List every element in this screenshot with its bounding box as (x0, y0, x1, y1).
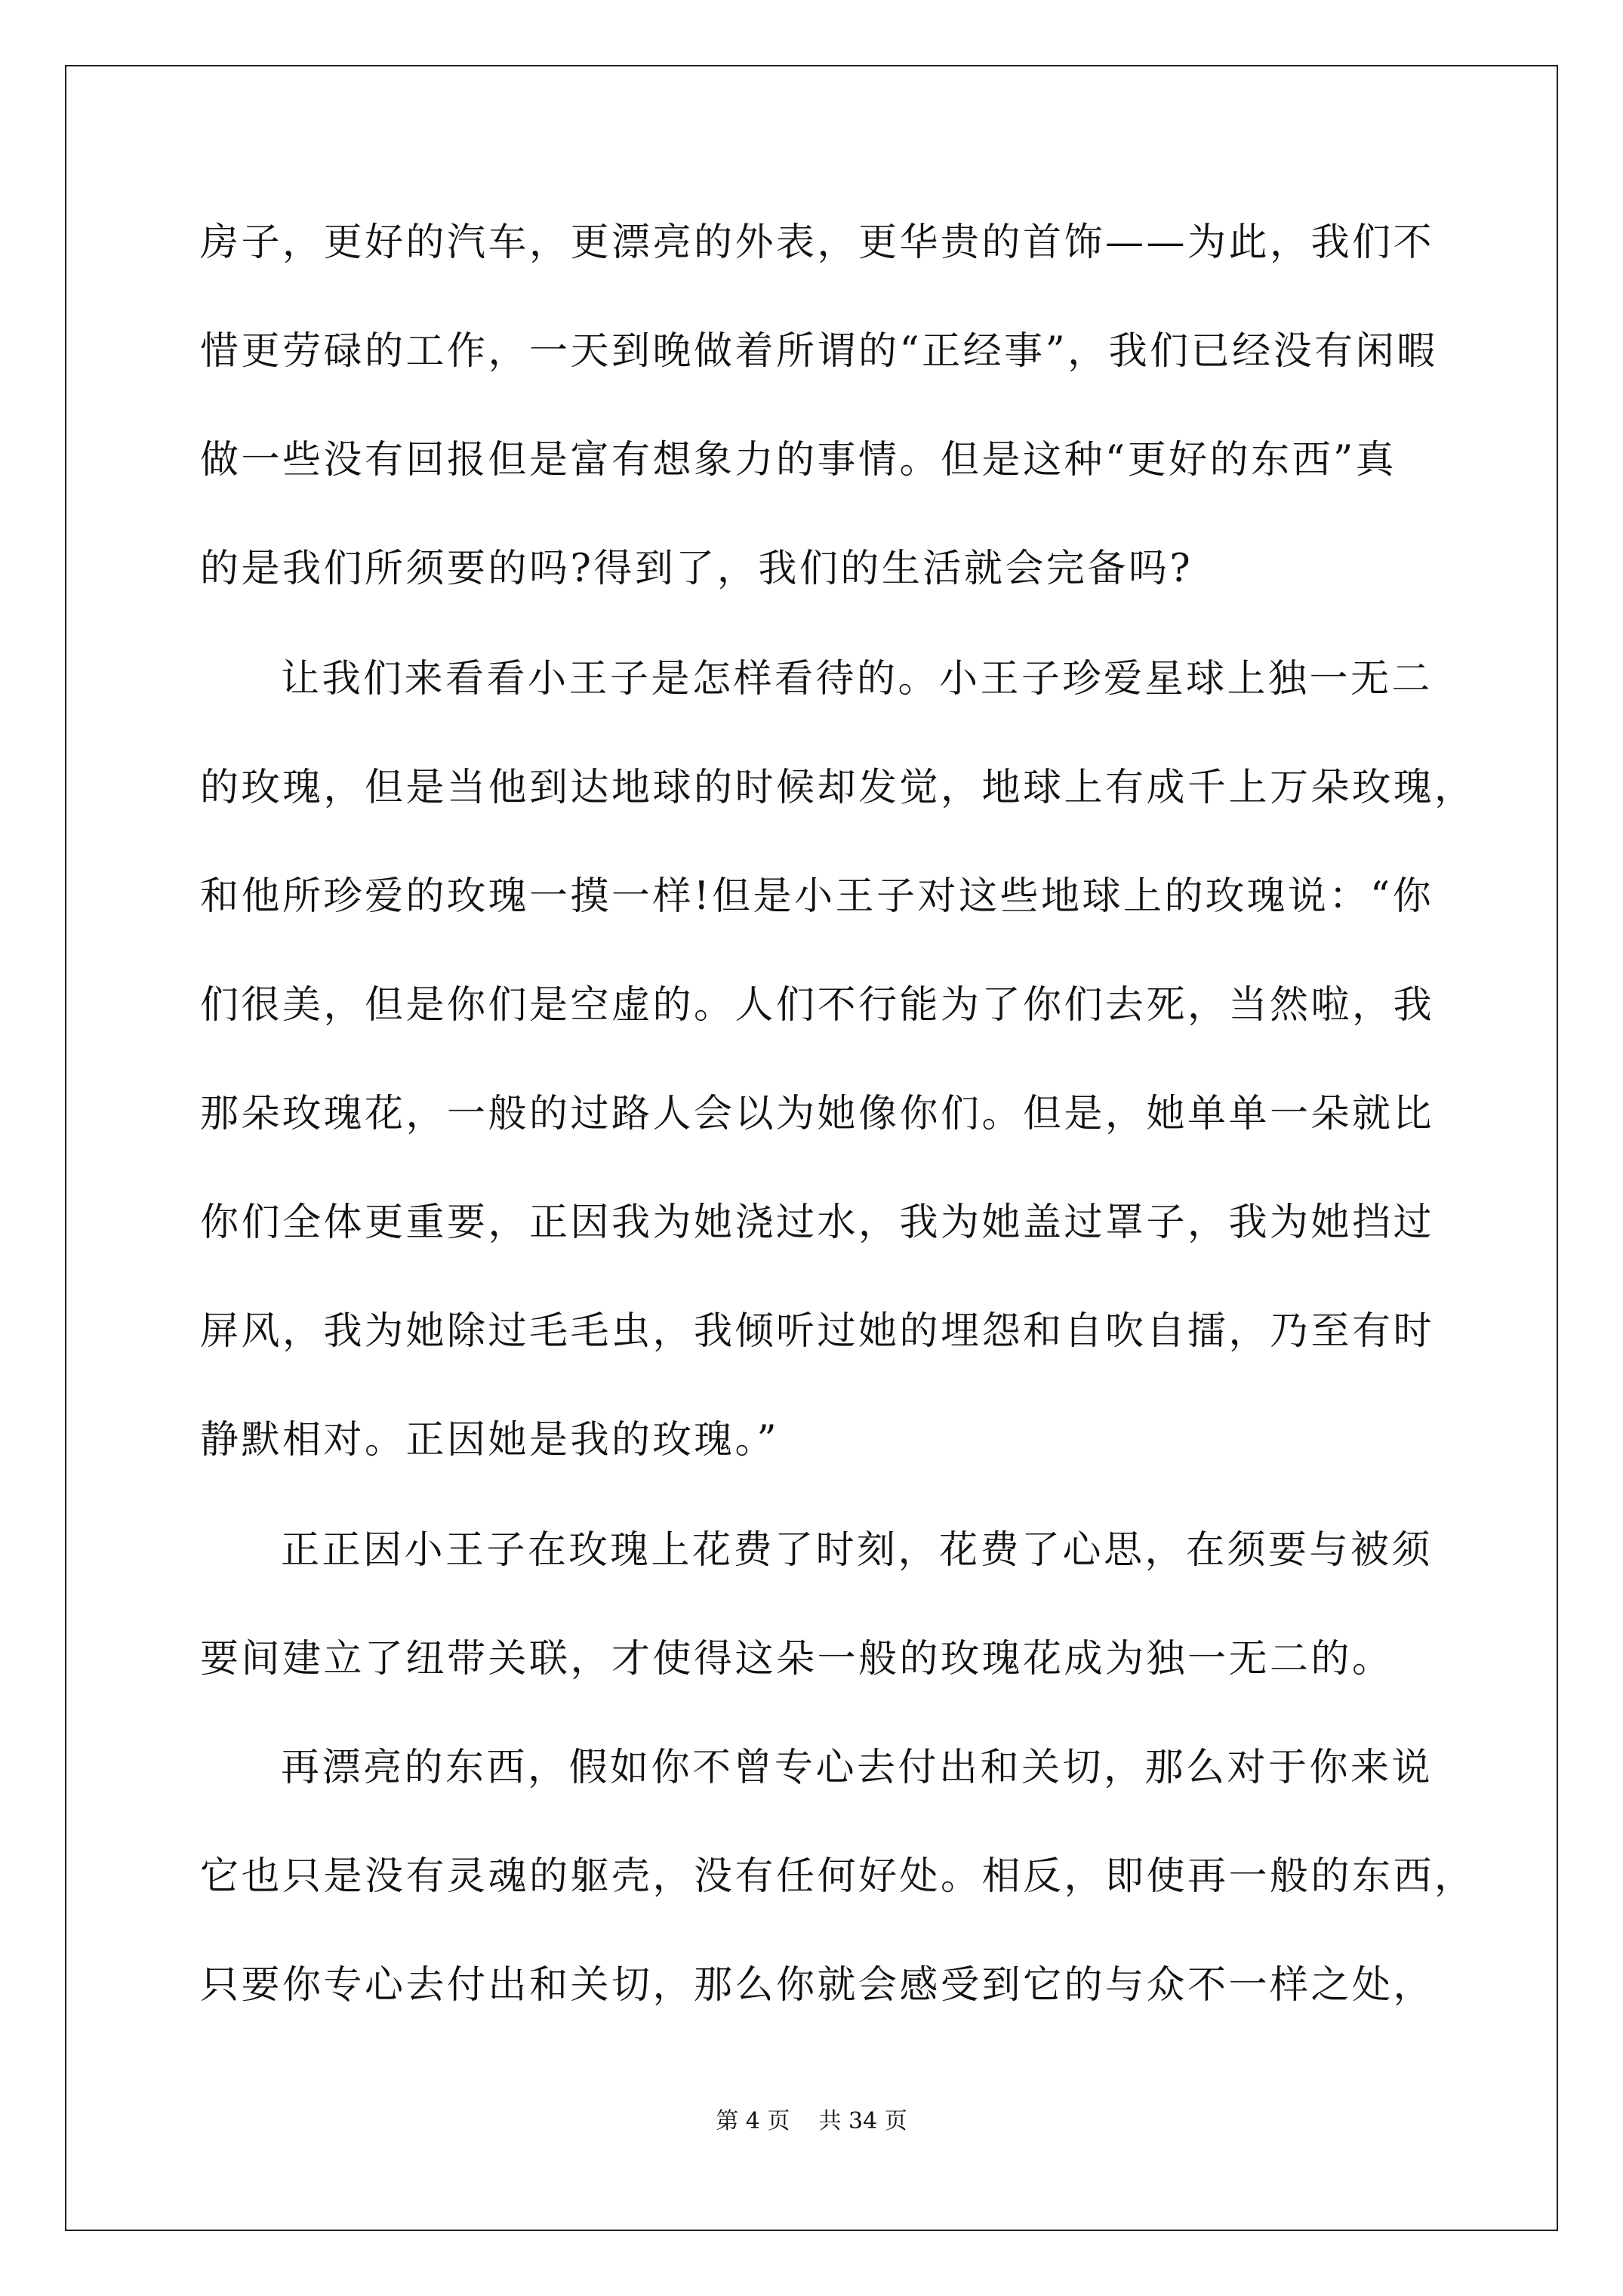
page-number-footer: 第 4 页 共 34 页 (716, 2108, 907, 2134)
paragraph-first-line: 再漂亮的东西，假如你不曾专心去付出和关切，那么对于你来说 (281, 1746, 1434, 1790)
text-line: 你们全体更重要，正因我为她浇过水，我为她盖过罩子，我为她挡过 (200, 1200, 1435, 1245)
text-line: 惜更劳碌的工作，一天到晚做着所谓的“正经事”，我们已经没有闲暇 (200, 329, 1438, 374)
text-line: 那朵玫瑰花，一般的过路人会以为她像你们。但是，她单单一朵就比 (200, 1092, 1435, 1136)
text-line: 们很美，但是你们是空虚的。人们不行能为了你们去死，当然啦，我 (200, 983, 1435, 1028)
text-line: 它也只是没有灵魂的躯壳，没有任何好处。相反，即使再一般的东西， (200, 1854, 1476, 1899)
text-line: 要间建立了纽带关联，才使得这朵一般的玫瑰花成为独一无二的。 (200, 1637, 1394, 1681)
text-line: 房子，更好的汽车，更漂亮的外表，更华贵的首饰——为此，我们不 (200, 220, 1435, 265)
text-line: 屏风，我为她除过毛毛虫，我倾听过她的埋怨和自吹自擂，乃至有时 (200, 1309, 1435, 1354)
text-line: 静默相对。正因她是我的玫瑰。” (200, 1418, 780, 1462)
paragraph-first-line: 让我们来看看小王子是怎样看待的。小王子珍爱星球上独一无二 (281, 657, 1434, 701)
text-line: 做一些没有回报但是富有想象力的事情。但是这种“更好的东西”真 (200, 438, 1397, 482)
text-line: 的是我们所须要的吗?得到了，我们的生活就会完备吗? (200, 547, 1193, 591)
page-border (65, 65, 1558, 2231)
text-line: 的玫瑰，但是当他到达地球的时候却发觉，地球上有成千上万朵玫瑰， (200, 766, 1476, 810)
text-line: 只要你专心去付出和关切，那么你就会感受到它的与众不一样之处， (200, 1963, 1435, 2008)
text-line: 和他所珍爱的玫瑰一摸一样!但是小王子对这些地球上的玫瑰说：“你 (200, 874, 1434, 919)
paragraph-first-line: 正正因小王子在玫瑰上花费了时刻，花费了心思，在须要与被须 (281, 1528, 1434, 1573)
